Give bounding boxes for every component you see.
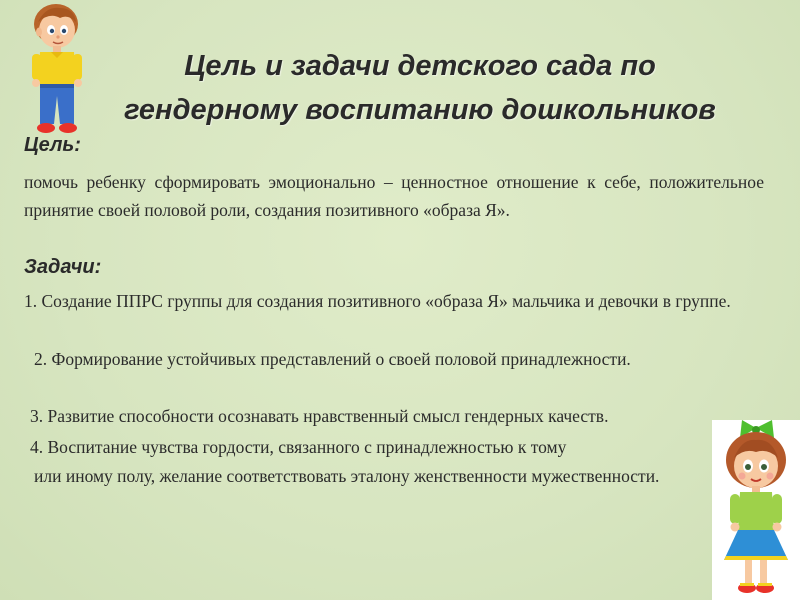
task-item: 2. Формирование устойчивых представлений о своей половой принадлежности. xyxy=(34,349,631,369)
task-item: 1. Создание ППРС группы для создания позитивного «образа Я» мальчика и девочки в группе. xyxy=(24,291,731,311)
goal-text: помочь ребенку сформировать эмоционально – ценностное отношение к себе, положительное принятие своей половой роли, создания позитивного «образа Я». xyxy=(24,172,764,220)
task-item-continuation: или иному полу, желание соответствовать эталону женственности мужественности. xyxy=(34,466,660,486)
tasks-heading: Задачи: xyxy=(24,256,102,278)
task-item: 3. Развитие способности осознавать нравственный смысл гендерных качеств. xyxy=(30,406,609,426)
boy-illustration xyxy=(24,0,88,140)
girl-illustration xyxy=(712,420,800,600)
slide-title xyxy=(90,44,750,132)
task-item: 4. Воспитание чувства гордости, связанного с принадлежностью к тому xyxy=(30,437,567,457)
title-line-1: Цель и задачи детского сада по xyxy=(184,50,656,82)
title-line-2: гендерному воспитанию дошкольников xyxy=(124,94,716,126)
goal-heading: Цель: xyxy=(24,134,81,156)
